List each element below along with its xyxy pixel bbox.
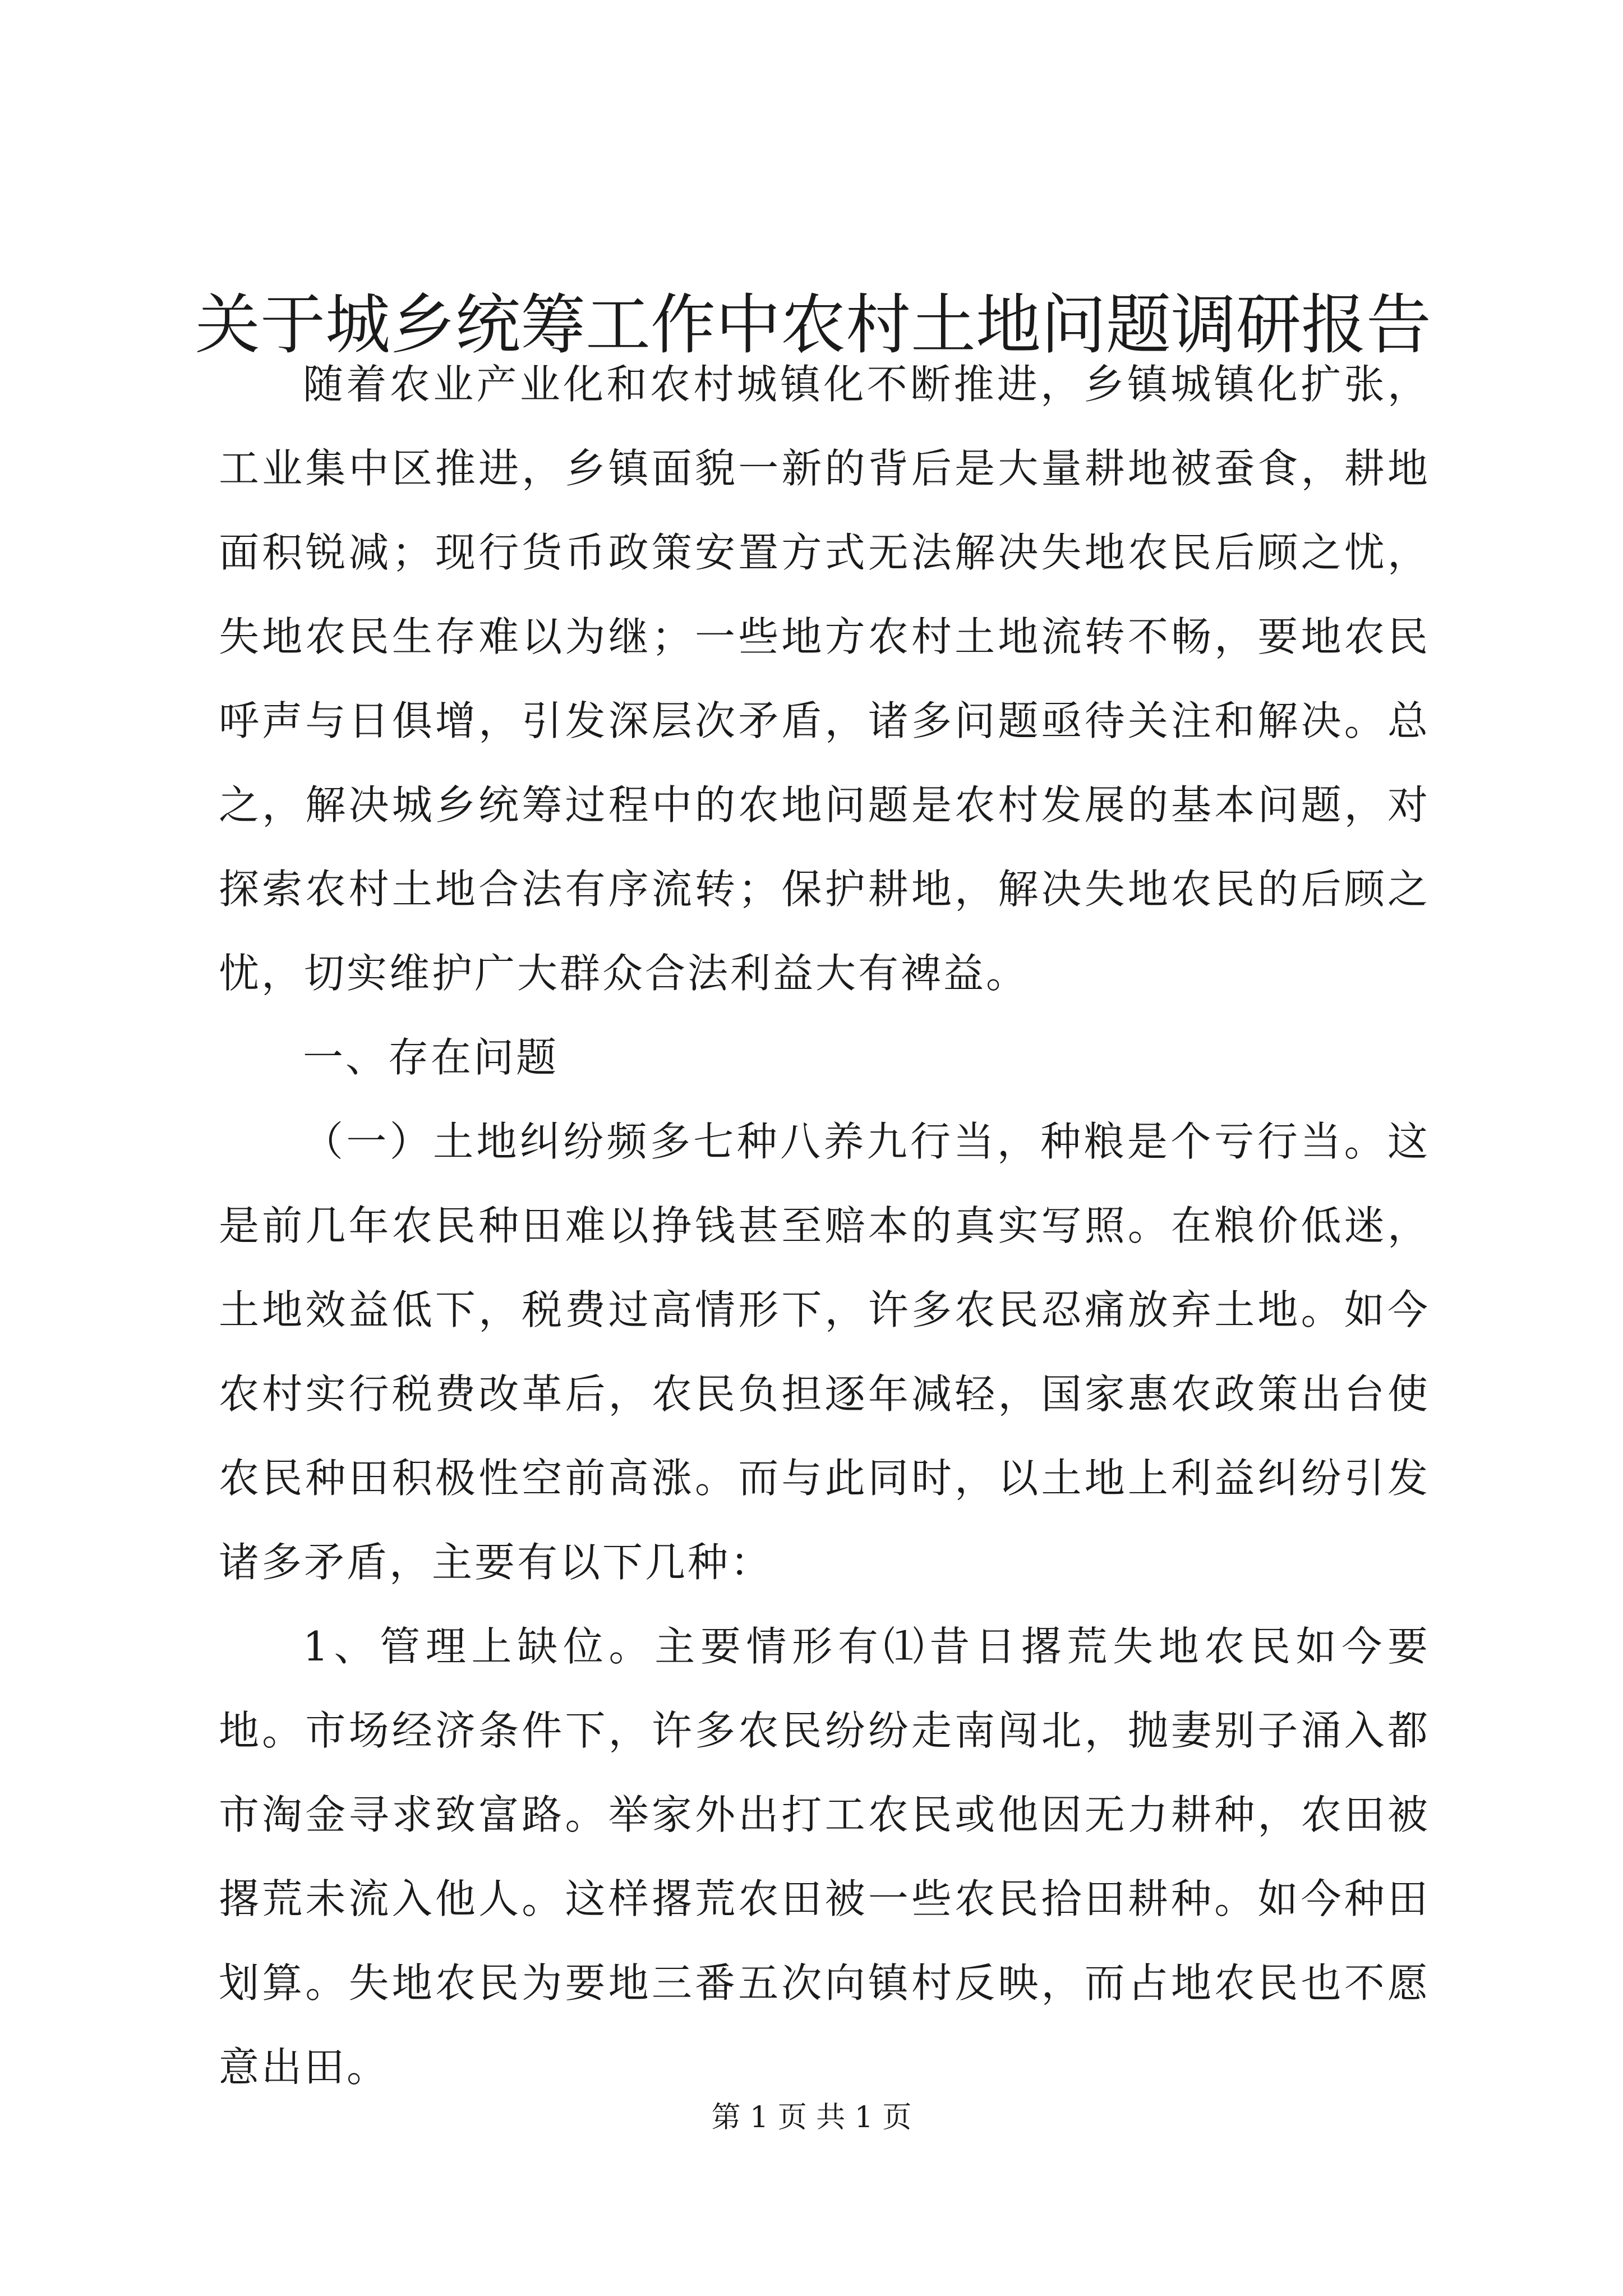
paragraph-land-disputes: （一）土地纠纷频多七种八养九行当，种粮是个亏行当。这是前几年农民种田难以挣钱甚至赔本的真实写照。在粮价低迷，土地效益低下，税费过高情形下，许多农民忍痛放弃土地。如今农村实行税费改革后，农民负担逐年减轻，国家惠农政策出台使农民种田积极性空前高涨。而与此同时，以土地上利益纠纷引发诸多矛盾，主要有以下几种： (219, 1118, 1430, 1586)
paragraph-management: 1、管理上缺位。主要情形有⑴昔日撂荒失地农民如今要地。市场经济条件下，许多农民纷纷走南闯北，抛妻别子涌入都市淘金寻求致富路。举家外出打工农民或他因无力耕种，农田被撂荒未流入他人。这样撂荒农田被一些农民拾田耕种。如今种田划算。失地农民为要地三番五次向镇村反映，而占地农民也不愿意出田。 (219, 1623, 1430, 2091)
section-heading: 一、存在问题 (303, 1034, 559, 1081)
page-footer: 第 1 页 共 1 页 (711, 2101, 912, 2134)
document-title: 关于城乡统筹工作中农村土地问题调研报告 (195, 287, 1431, 363)
paragraph-intro: 随着农业产业化和农村城镇化不断推进，乡镇城镇化扩张，工业集中区推进，乡镇面貌一新的背后是大量耕地被蚕食，耕地面积锐减；现行货币政策安置方式无法解决失地农民后顾之忧，失地农民生存难以为继；一些地方农村土地流转不畅，要地农民呼声与日俱增，引发深层次矛盾，诸多问题亟待关注和解决。总之，解决城乡统筹过程中的农地问题是农村发展的基本问题，对探索农村土地合法有序流转；保护耕地，解决失地农民的后顾之忧，切实维护广大群众合法利益大有裨益。 (219, 361, 1430, 997)
